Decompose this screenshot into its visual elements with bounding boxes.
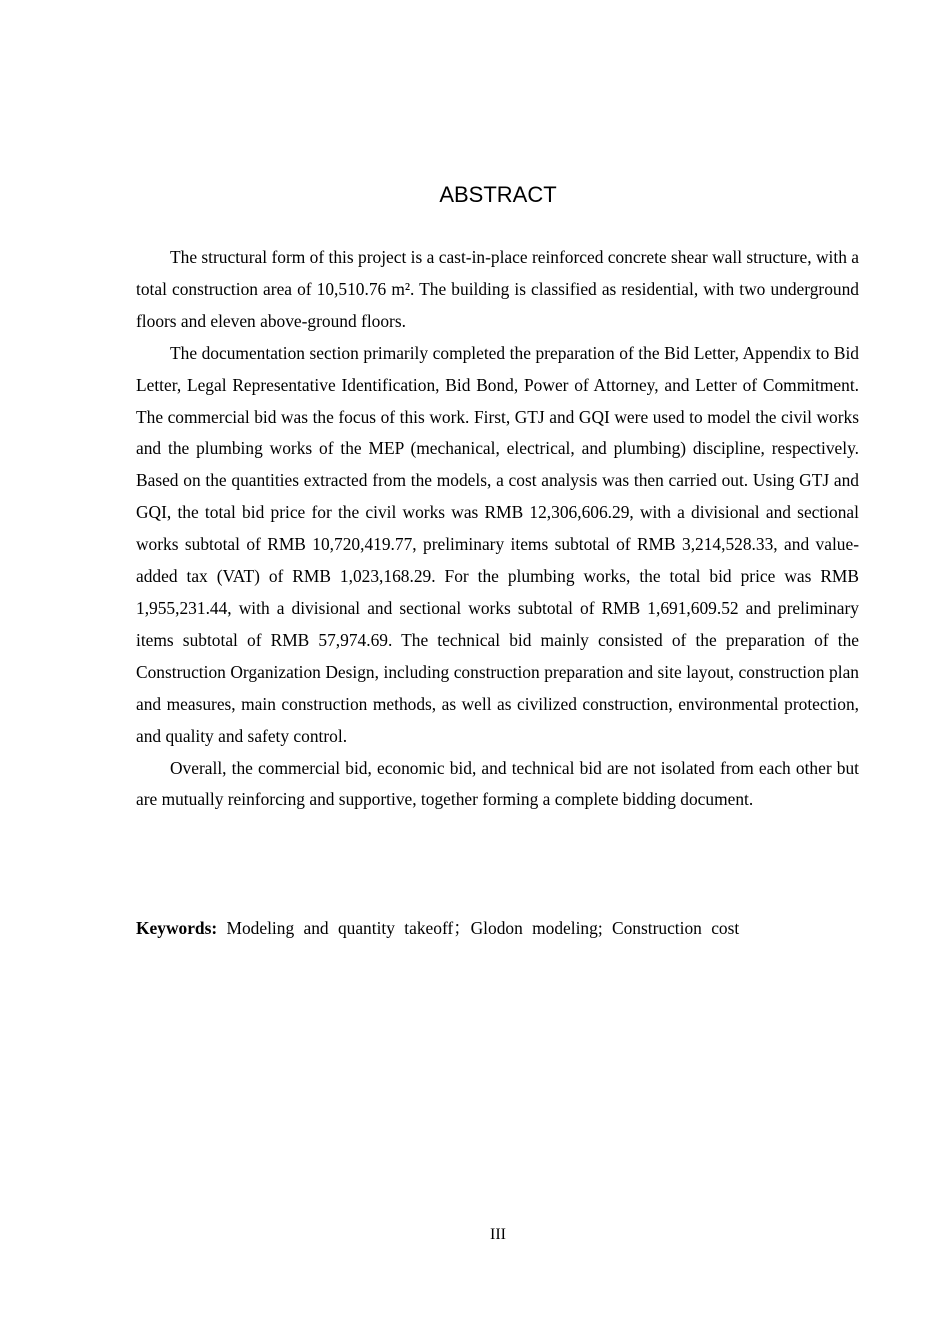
abstract-body: [136, 242, 859, 816]
abstract-paragraph: The documentation section primarily completed the preparation of the Bid Letter, Appendix to Bid Letter, Legal Representative Identification, Bid Bond, Power of Attorney, and Letter of Commitment. The commercial bid was the focus of this work. First, GTJ and GQI were used to model the civil works and the plumbing works of the MEP (mechanical, electrical, and plumbing) discipline, respectively. Based on the quantities extracted from the models, a cost analysis was then carried out. Using GTJ and GQI, the total bid price for the civil works was RMB 12,306,606.29, with a divisional and sectional works subtotal of RMB 10,720,419.77, preliminary items subtotal of RMB 3,214,528.33, and value-added tax (VAT) of RMB 1,023,168.29. For the plumbing works, the total bid price was RMB 1,955,231.44, with a divisional and sectional works subtotal of RMB 1,691,609.52 and preliminary items subtotal of RMB 57,974.69. The technical bid mainly consisted of the preparation of the Construction Organization Design, including construction preparation and site layout, construction plan and measures, main construction methods, as well as civilized construction, environmental protection, and quality and safety control.: [136, 342, 859, 746]
keywords-label: Keywords:: [136, 918, 218, 938]
page-number: III: [490, 1226, 506, 1243]
keywords-text: Modeling and quantity takeoff；Glodon modeling; Construction cost: [226, 918, 740, 938]
abstract-paragraph: Overall, the commercial bid, economic bid, and technical bid are not isolated from each other but are mutually reinforcing and supportive, together forming a complete bidding document.: [136, 757, 859, 810]
keywords-line: [136, 913, 859, 945]
abstract-paragraph: The structural form of this project is a cast-in-place reinforced concrete shear wall structure, with a total construction area of 10,510.76 m². The building is classified as residential, with two underground floors and eleven above-ground floors.: [136, 247, 859, 331]
abstract-title: ABSTRACT: [439, 182, 557, 207]
